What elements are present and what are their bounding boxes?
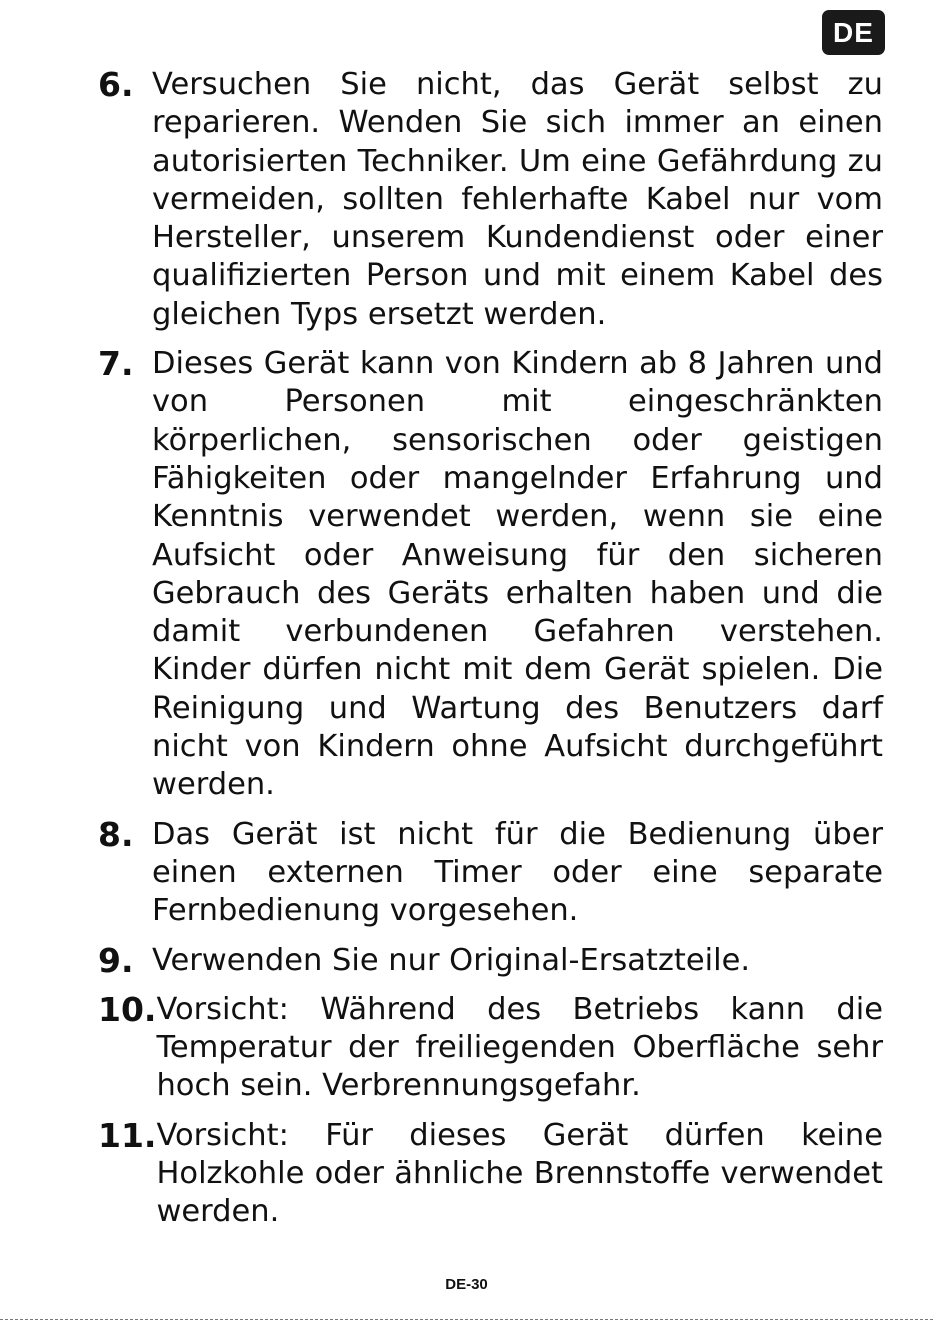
list-item	[98, 345, 883, 805]
item-text: Vorsicht: Während des Betriebs kann die Temperatur der freiliegenden Oberfläche sehr hoch sein. Verbrennungsgefahr.	[156, 991, 883, 1104]
list-item	[98, 942, 883, 980]
list-item	[98, 991, 883, 1106]
item-text: Versuchen Sie nicht, das Gerät selbst zu reparieren. Wenden Sie sich immer an einen autorisierten Techniker. Um eine Gefährdung zu vermeiden, sollten fehlerhafte Kabel nur vom Hersteller, unserem Kundendienst oder einer qualifizierten Person und mit einem Kabel des gleichen Typs ersetzt werden.	[152, 67, 883, 332]
item-number: 6.	[98, 65, 134, 104]
item-number: 11.	[98, 1115, 157, 1155]
item-number: 8.	[98, 814, 134, 854]
list-item	[98, 1117, 883, 1232]
item-number: 7.	[98, 344, 134, 384]
language-badge: DE	[822, 10, 885, 55]
item-number: 9.	[98, 940, 134, 980]
list-item	[98, 816, 883, 931]
page-number: DE-30	[445, 1276, 488, 1293]
list-item	[98, 66, 883, 334]
item-text: Vorsicht: Für dieses Gerät dürfen keine Holzkohle oder ähnliche Brennstoffe verwendet werden.	[156, 1117, 883, 1230]
item-text: Dieses Gerät kann von Kindern ab 8 Jahren und von Personen mit eingeschränkten körperlichen, sensorischen oder geistigen Fähigkeiten oder mangelnder Erfahrung und Kenntnis verwendet werden, wenn sie eine Aufsicht oder Anweisung für den sicheren Gebrauch des Geräts erhalten haben und die damit verbundenen Gefahren verstehen. Kinder dürfen nicht mit dem Gerät spielen. Die Reinigung und Wartung des Benutzers darf nicht von Kindern ohne Aufsicht durchgeführt werden.	[152, 346, 883, 803]
instruction-list	[98, 66, 883, 1243]
item-number: 10.	[98, 989, 157, 1029]
item-text: Verwenden Sie nur Original-Ersatzteile.	[152, 942, 751, 978]
item-text: Das Gerät ist nicht für die Bedienung über einen externen Timer oder eine separate Fernbedienung vorgesehen.	[152, 816, 883, 929]
cut-line-divider	[0, 1319, 933, 1320]
